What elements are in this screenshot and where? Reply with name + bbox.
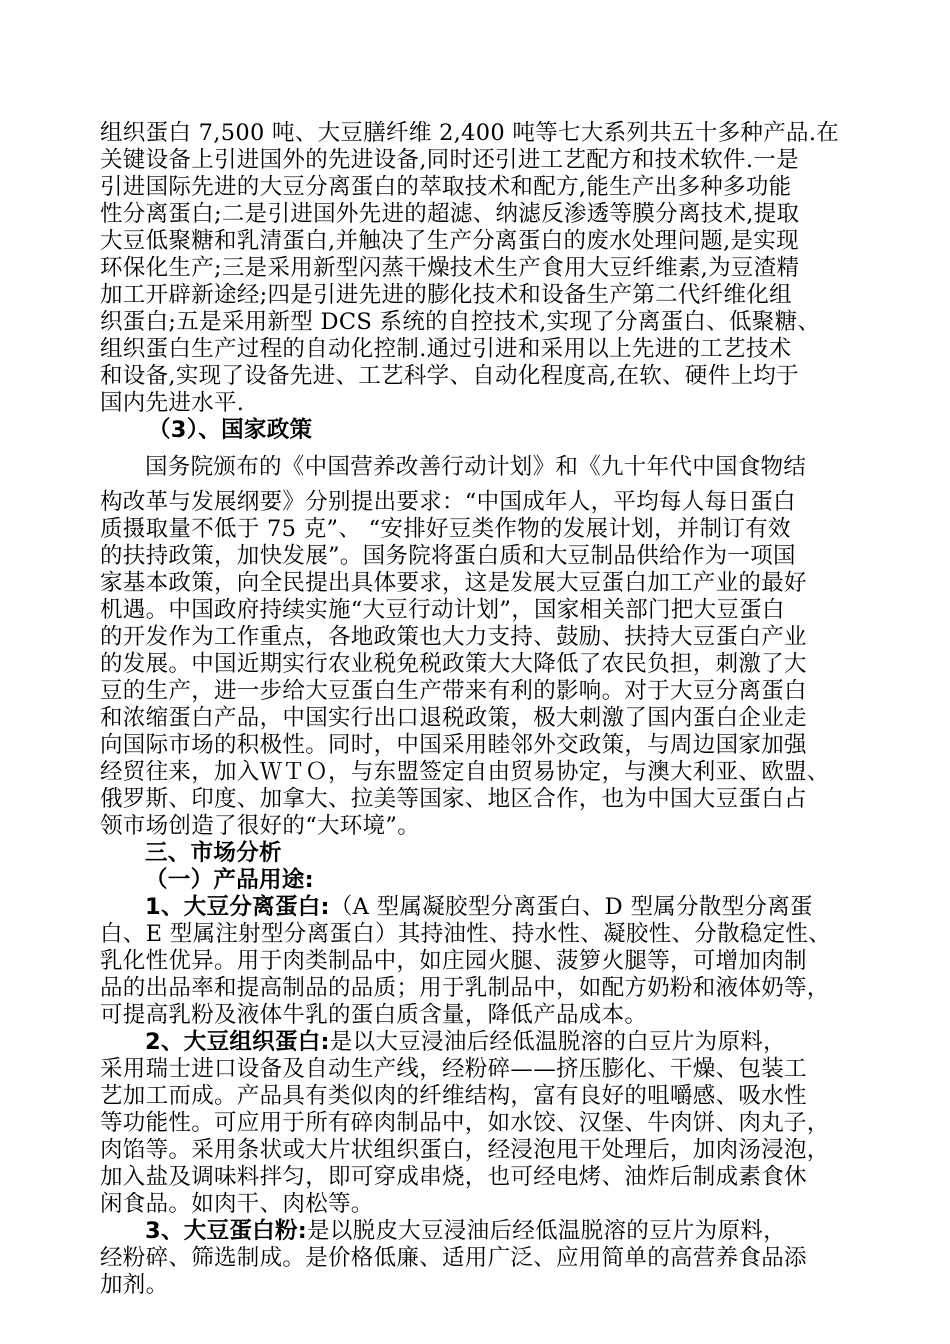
- text-line: 经粉碎、筛选制成。是价格低廉、适用广泛、应用简单的高营养食品添: [100, 1245, 807, 1271]
- item-text: 是以脱皮大豆浸油后经低温脱溶的豆片为原料，: [307, 1218, 786, 1244]
- item-text: 是以大豆浸油后经低温脱溶的白豆片为原料，: [329, 1029, 786, 1055]
- text-line: [100, 1218, 870, 1245]
- text-line: 可提高乳粉及液体牛乳的蛋白质含量，降低产品成本。: [100, 1002, 648, 1028]
- text-line: 加工开辟新途经;四是引进先进的膨化技术和设备生产第二代纤维化组: [100, 282, 792, 308]
- paragraph-production: [100, 120, 870, 417]
- section-heading-policy: （3）、国家政策: [148, 417, 313, 443]
- text-line: 的开发作为工作重点，各地政策也大力支持、鼓励、扶持大豆蛋白产业: [100, 624, 807, 650]
- text-line: 俄罗斯、印度、加拿大、拉美等国家、地区合作，也为中国大豆蛋白占: [100, 786, 807, 812]
- text-line: 加剂。: [100, 1272, 169, 1298]
- text-line: 织蛋白;五是采用新型 DCS 系统的自控技术,实现了分离蛋白、低聚糖、: [100, 309, 821, 335]
- text-line: 性分离蛋白;二是引进国外先进的超滤、纳滤反渗透等膜分离技术,提取: [100, 201, 800, 227]
- text-line: 环保化生产;三是采用新型闪蒸干燥技术生产食用大豆纤维素,为豆渣精: [100, 255, 800, 281]
- text-line: 闲食品。如肉干、肉松等。: [100, 1191, 374, 1217]
- text-line: 的扶持政策，加快发展”。国务院将蛋白质和大豆制品供给作为一项国: [100, 543, 796, 569]
- text-line: 品的出品率和提高制品的品质；用于乳制品中，如配方奶粉和液体奶等，: [100, 975, 830, 1001]
- text-line: [100, 1029, 870, 1056]
- text-line: 肉馅等。采用条状或大片状组织蛋白，经浸泡甩干处理后，加肉汤浸泡，: [100, 1137, 830, 1163]
- item-soy-textured-protein: [100, 1029, 870, 1218]
- section-heading-usage: （一）产品用途:: [145, 867, 314, 893]
- text-line: 豆的生产，进一步给大豆蛋白生产带来有利的影响。对于大豆分离蛋白: [100, 678, 807, 704]
- text-line: 的发展。中国近期实行农业税免税政策大大降低了农民负担，刺激了大: [100, 651, 807, 677]
- text-line: 乳化性优异。用于肉类制品中，如庄园火腿、菠箩火腿等，可增加肉制: [100, 948, 807, 974]
- text-line: 家基本政策，向全民提出具体要求，这是发展大豆蛋白加工产业的最好: [100, 570, 807, 596]
- text-line: 和设备,实现了设备先进、工艺科学、自动化程度高,在软、硬件上均于: [100, 363, 799, 389]
- paragraph-policy: [100, 454, 870, 840]
- text-line: 组织蛋白 7,500 吨、大豆膳纤维 2,400 吨等七大系列共五十多种产品.在: [100, 120, 840, 146]
- text-line: 采用瑞士进口设备及自动生产线，经粉碎——挤压膨化、干燥、包装工: [100, 1056, 807, 1082]
- item-label: 3、大豆蛋白粉:: [145, 1218, 308, 1244]
- document-page: [100, 120, 870, 1299]
- section-heading-market: 三、市场分析: [145, 840, 282, 866]
- text-line: 向国际市场的积极性。同时，中国采用睦邻外交政策，与周边国家加强: [100, 732, 807, 758]
- text-line: 国务院颁布的《中国营养改善行动计划》和《九十年代中国食物结: [145, 454, 807, 480]
- item-text: （A 型属凝胶型分离蛋白、D 型属分散型分离蛋: [329, 894, 813, 920]
- text-line: 白、E 型属注射型分离蛋白）其持油性、持水性、凝胶性、分散稳定性、: [100, 921, 831, 947]
- text-line: 等功能性。可应用于所有碎肉制品中，如水饺、汉堡、牛肉饼、肉丸子，: [100, 1110, 830, 1136]
- text-line: 大豆低聚糖和乳清蛋白,并触决了生产分离蛋白的废水处理问题,是实现: [100, 228, 799, 254]
- text-line: 国内先进水平.: [100, 390, 245, 416]
- text-line: 领市场创造了很好的“大环境”。: [100, 813, 421, 839]
- text-line: 和浓缩蛋白产品，中国实行出口退税政策，极大刺激了国内蛋白企业走: [100, 705, 807, 731]
- text-line: 质摄取量不低于 75 克”、 “安排好豆类作物的发展计划，并制订有效: [100, 516, 791, 542]
- item-soy-protein-powder: [100, 1218, 870, 1299]
- text-line: 组织蛋白生产过程的自动化控制.通过引进和采用以上先进的工艺技术: [100, 336, 792, 362]
- text-line: 构改革与发展纲要》分别提出要求：“中国成年人，平均每人每日蛋白: [100, 489, 796, 515]
- text-line: 经贸往来，加入ＷＴＯ，与东盟签定自由贸易协定，与澳大利亚、欧盟、: [100, 759, 830, 785]
- item-label: 2、大豆组织蛋白:: [145, 1029, 330, 1055]
- item-label: 1、大豆分离蛋白:: [145, 894, 330, 920]
- text-line: 机遇。中国政府持续实施“大豆行动计划”，国家相关部门把大豆蛋白: [100, 597, 785, 623]
- text-line: 艺加工而成。产品具有类似肉的纤维结构，富有良好的咀嚼感、吸水性: [100, 1083, 807, 1109]
- item-soy-isolate-protein: [100, 894, 870, 1029]
- text-line: [100, 894, 870, 921]
- text-line: 引进国际先进的大豆分离蛋白的萃取技术和配方,能生产出多种多功能: [100, 174, 792, 200]
- text-line: 关键设备上引进国外的先进设备,同时还引进工艺配方和技术软件.一是: [100, 147, 799, 173]
- text-line: 加入盐及调味料拌匀，即可穿成串烧，也可经电烤、油炸后制成素食休: [100, 1164, 807, 1190]
